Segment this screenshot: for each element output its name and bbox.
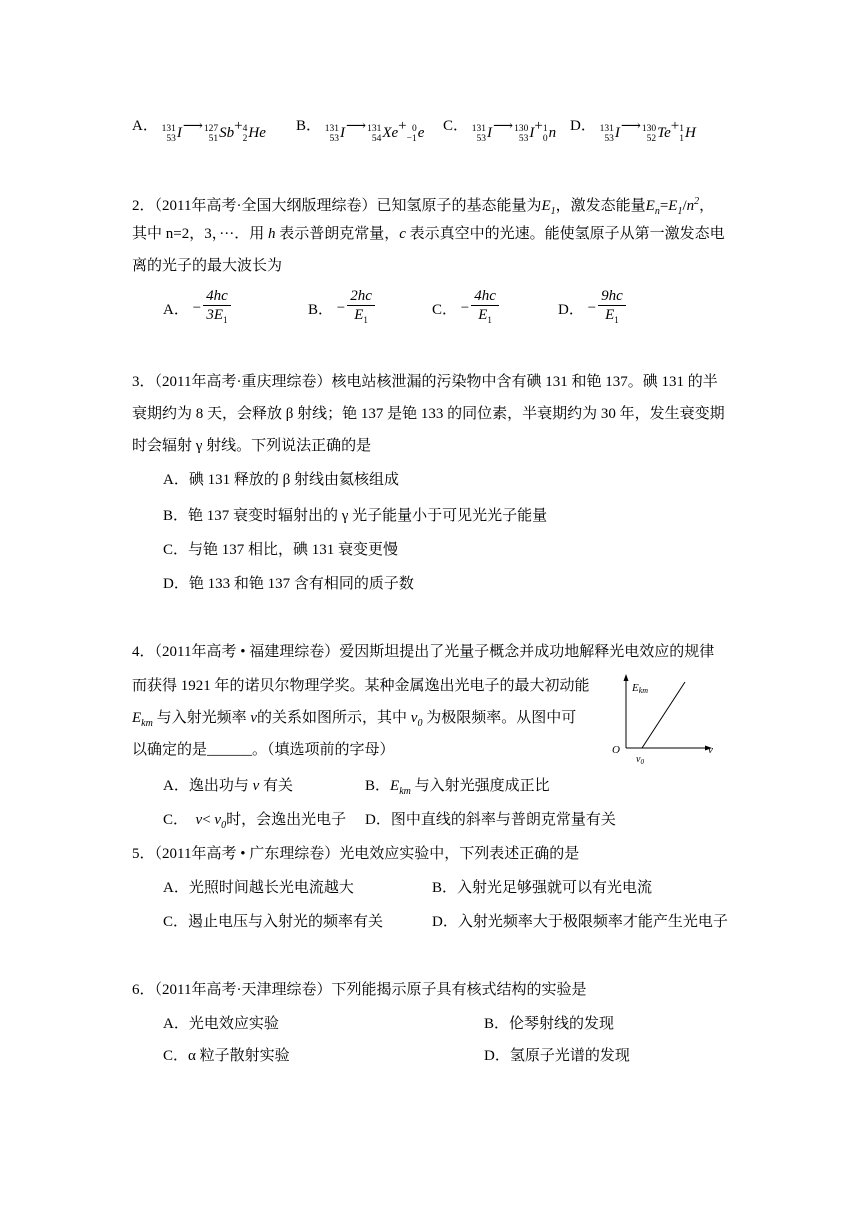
option-label: D．	[570, 118, 596, 134]
q3-line-2: 衰期约为 8 天，会释放 β 射线；铯 137 是铯 133 的同位素，半衰期约为 30 年，发生衰变期	[132, 406, 725, 422]
q2-option-c: C． − $\frac{4hc}{E_1}$	[432, 288, 499, 329]
q5-option-b: B．入射光足够强就可以有光电流	[432, 880, 653, 896]
q2-option-d: D． − $\frac{9hc}{E_1}$	[558, 288, 626, 329]
nuclide: 1 1 H	[679, 124, 696, 144]
nuclide: 131 53 I	[599, 124, 620, 144]
y-axis-arrow-icon	[624, 674, 629, 681]
q3-option-c: C．与铯 137 相比，碘 131 衰变更慢	[163, 542, 399, 558]
ekm-line	[642, 682, 685, 748]
q4-option-b: B．$E_{km}$ 与入射光强度成正比	[365, 778, 550, 797]
q3-line-3: 时会辐射 γ 射线。下列说法正确的是	[132, 438, 372, 454]
nuclide: 131 53 I	[161, 124, 182, 144]
q6-option-d: D．氢原子光谱的发现	[484, 1048, 630, 1064]
nuclide: 130 52 Te	[641, 124, 671, 144]
q6-option-b: B．伦琴射线的发现	[484, 1016, 615, 1032]
q3-option-b: B．铯 137 衰变时辐射出的 γ 光子能量小于可见光光子能量	[163, 508, 548, 524]
q2-option-b: B． − $\frac{2hc}{E_1}$	[308, 288, 375, 329]
nuclide: 1 0 n	[542, 124, 557, 144]
q1-option-d: D． 131 53 I ⟶ 130 52 Te + 1 1 H	[570, 118, 696, 144]
q2-line-1: 2．（2011年高考·全国大纲版理综卷）已知氢原子的基态能量为$E_1$，激发态能量$E_n=E_1/n^2$，	[132, 196, 715, 217]
q1-option-c: C． 131 53 I ⟶ 130 53 I + 1 0 n	[443, 118, 557, 144]
x0-label: $v_0$	[636, 754, 644, 766]
q4-option-d: D．图中直线的斜率与普朗克常量有关	[365, 812, 616, 828]
origin-label: O	[612, 744, 620, 756]
q4-line-2: 而获得 1921 年的诺贝尔物理学奖。某种金属逸出光电子的最大初动能	[132, 678, 590, 694]
fraction: $\frac{2hc}{E_1}$	[347, 288, 375, 329]
fraction: $\frac{9hc}{E_1}$	[598, 288, 626, 329]
math-h: h	[267, 226, 276, 242]
math-en: $E_n$	[645, 198, 660, 217]
math-ekm: $E_{km}$	[132, 710, 153, 729]
q1-option-a: A． 131 53 I ⟶ 127 51 Sb + 4 2 He	[132, 118, 266, 144]
q5-option-c: C．遏止电压与入射光的频率有关	[163, 914, 384, 930]
math-n2: $n^2$	[686, 196, 700, 214]
y-axis-label: Ekm	[632, 682, 649, 695]
arrow-icon: ⟶	[346, 119, 367, 134]
q4-option-c: C． $\nu< \nu_0$时，会逸出光电子	[163, 812, 347, 831]
option-label: B．	[296, 118, 322, 134]
math-e1: $E_1$	[668, 198, 683, 217]
nuclide: 131 53 I	[324, 124, 346, 144]
q3-option-a: A．碘 131 释放的 β 射线由氦核组成	[163, 472, 399, 488]
nuclide: 131 54 Xe	[367, 124, 399, 144]
x-axis-label: v	[708, 744, 713, 756]
nuclide: 0 −1 e	[406, 124, 425, 144]
fraction: $\frac{4hc}{E_1}$	[471, 288, 499, 329]
q3-option-d: D．铯 133 和铯 137 含有相同的质子数	[163, 576, 414, 592]
arrow-icon: ⟶	[493, 119, 514, 134]
arrow-icon: ⟶	[182, 119, 203, 134]
q3-line-1: 3．（2011年高考·重庆理综卷）核电站核泄漏的污染物中含有碘 131 和铯 137。碘 131 的半	[132, 374, 718, 390]
q2-option-a: A． − $\frac{4hc}{3E_1}$	[163, 288, 231, 329]
q4-line-1: 4．（2011年高考 • 福建理综卷）爱因斯坦提出了光量子概念并成功地解释光电效应的规律	[132, 644, 715, 660]
q2-line-3: 离的光子的最大波长为	[132, 258, 283, 274]
q5-option-d: D．入射光频率大于极限频率才能产生光电子	[432, 914, 728, 930]
q4-option-a: A．逸出功与 ν 有关	[163, 778, 294, 794]
q5-option-a: A．光照时间越长光电流越大	[163, 880, 354, 896]
math-nu: ν	[250, 710, 258, 726]
math-nu0: $\nu_0$	[410, 710, 423, 729]
nuclide: 4 2 He	[242, 124, 266, 144]
nuclide: 131 53 I	[471, 124, 493, 144]
nuclide: 127 51 Sb	[203, 124, 235, 144]
q6-line-1: 6．（2011年高考·天津理综卷）下列能揭示原子具有核式结构的实验是	[132, 982, 587, 998]
nuclide: 130 53 I	[514, 124, 535, 144]
q4-line-3: $E_{km}$ 与入射光频率 ν的关系如图所示，其中 $\nu_0$ 为极限频率。从图中可	[132, 710, 577, 729]
option-label: C．	[443, 118, 469, 134]
q5-line-1: 5．（2011年高考 • 广东理综卷）光电效应实验中，下列表述正确的是	[132, 846, 580, 862]
q4-line-4: 以确定的是______。（填选项前的字母）	[132, 742, 395, 758]
option-label: A．	[132, 118, 158, 134]
arrow-icon: ⟶	[620, 119, 641, 134]
fraction: $\frac{4hc}{3E_1}$	[203, 288, 231, 329]
q1-option-b: B． 131 53 I ⟶ 131 54 Xe + 0 −1 e	[296, 118, 425, 144]
q2-line-2: 其中 n=2，3，···．用 h 表示普朗克常量，c 表示真空中的光速。能使氢原子从第一激发态电	[132, 226, 725, 242]
q6-option-a: A．光电效应实验	[163, 1016, 279, 1032]
q6-option-c: C．α 粒子散射实验	[163, 1048, 290, 1064]
math-c: c	[399, 226, 406, 242]
math-e1: $E_1$	[541, 198, 556, 217]
ekm-frequency-graph	[612, 672, 720, 768]
